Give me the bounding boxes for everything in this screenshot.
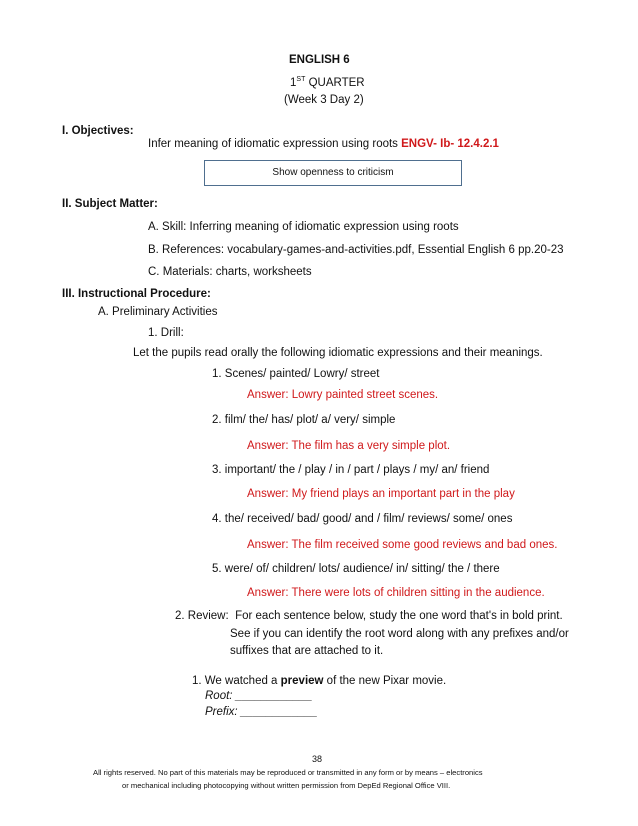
review-line-1: 2. Review: For each sentence below, study the one word that's in bold print. [175, 610, 563, 622]
drill-item-prompt: 4. the/ received/ bad/ good/ and / film/ reviews/ some/ ones [212, 513, 513, 525]
prefix-blank: Prefix: ____________ [205, 706, 318, 718]
review-sentence: 1. We watched a preview of the new Pixar movie. [192, 675, 447, 687]
drill-item-answer: Answer: Lowry painted street scenes. [247, 389, 439, 401]
drill-item-answer: Answer: My friend plays an important part in the play [247, 488, 515, 500]
subject-item-skill: A. Skill: Inferring meaning of idiomatic expression using roots [148, 221, 459, 233]
values-callout-box: Show openness to criticism [204, 160, 462, 186]
subject-item-references: B. References: vocabulary-games-and-activities.pdf, Essential English 6 pp.20-23 [148, 244, 564, 256]
footer-line-1: All rights reserved. No part of this materials may be reproduced or transmitted in any form or by means – electronics [93, 768, 483, 777]
subject-item-materials: C. Materials: charts, worksheets [148, 266, 312, 278]
objective-text: Infer meaning of idiomatic expression using roots ENGV- Ib- 12.4.2.1 [148, 138, 499, 150]
procedure-heading: III. Instructional Procedure: [62, 288, 211, 300]
footer-line-2: or mechanical including photocopying without written permission from DepEd Regional Office VIII. [122, 781, 451, 790]
page-number: 38 [312, 754, 323, 764]
drill-item-prompt: 3. important/ the / play / in / part / plays / my/ an/ friend [212, 464, 490, 476]
drill-instruction: Let the pupils read orally the following idiomatic expressions and their meanings. [133, 347, 543, 359]
week-label: (Week 3 Day 2) [284, 94, 364, 106]
objectives-heading: I. Objectives: [62, 125, 134, 137]
drill-item-prompt: 1. Scenes/ painted/ Lowry/ street [212, 368, 380, 380]
drill-item-answer: Answer: There were lots of children sitting in the audience. [247, 587, 545, 599]
drill-label: 1. Drill: [148, 327, 184, 339]
bold-word: preview [280, 675, 324, 687]
drill-item-prompt: 5. were/ of/ children/ lots/ audience/ in/ sitting/ the / there [212, 563, 500, 575]
drill-item-prompt: 2. film/ the/ has/ plot/ a/ very/ simple [212, 414, 396, 426]
drill-item-answer: Answer: The film received some good reviews and bad ones. [247, 539, 558, 551]
competency-code: ENGV- Ib- 12.4.2.1 [401, 138, 499, 150]
drill-item-answer: Answer: The film has a very simple plot. [247, 440, 451, 452]
preliminary-activities: A. Preliminary Activities [98, 306, 218, 318]
review-line-2: See if you can identify the root word along with any prefixes and/or [230, 628, 569, 640]
subject-matter-heading: II. Subject Matter: [62, 198, 158, 210]
quarter-label: 1ST QUARTER [290, 76, 365, 89]
review-line-3: suffixes that are attached to it. [230, 645, 384, 657]
root-blank: Root: ____________ [205, 690, 313, 702]
